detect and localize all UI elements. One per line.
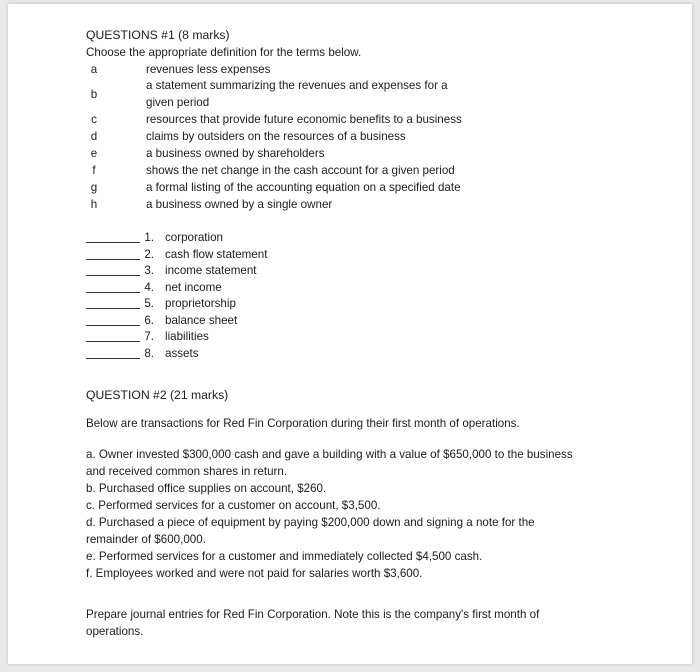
answer-blank[interactable]	[86, 259, 140, 260]
term-number: 6.	[144, 314, 154, 327]
term-text: corporation	[165, 231, 224, 244]
definition-text: shows the net change in the cash account for a given period	[146, 164, 455, 177]
term-number: 7.	[144, 330, 154, 343]
term-number: 2.	[144, 248, 154, 261]
definition-text: a business owned by shareholders	[146, 147, 325, 160]
term-text: cash flow statement	[165, 248, 268, 261]
term-text: net income	[165, 281, 222, 294]
term-number: 4.	[144, 281, 154, 294]
document-page	[8, 4, 692, 664]
question-1-instruction: Choose the appropriate definition for the terms below.	[86, 46, 362, 59]
definition-letter: c	[91, 113, 97, 126]
term-number: 3.	[144, 264, 154, 277]
term-text: income statement	[165, 264, 257, 277]
term-number: 8.	[144, 347, 154, 360]
transaction-d-continued: remainder of $600,000.	[86, 533, 206, 546]
answer-blank[interactable]	[86, 292, 140, 293]
definition-text: resources that provide future economic benefits to a business	[146, 113, 462, 126]
term-text: assets	[165, 347, 199, 360]
term-text: proprietorship	[165, 297, 236, 310]
definition-letter: f	[92, 164, 96, 177]
term-number: 1.	[144, 231, 154, 244]
answer-blank[interactable]	[86, 242, 140, 243]
definition-text: a statement summarizing the revenues and expenses for a	[146, 79, 448, 92]
prepare-instruction-continued: operations.	[86, 625, 144, 638]
question-2-title: QUESTION #2 (21 marks)	[86, 388, 229, 402]
transaction-e: e. Performed services for a customer and immediately collected $4,500 cash.	[86, 550, 483, 563]
definition-letter: e	[90, 147, 98, 160]
definition-letter: b	[90, 88, 98, 101]
transaction-d: d. Purchased a piece of equipment by paying $200,000 down and signing a note for the	[86, 516, 535, 529]
definition-text: a formal listing of the accounting equation on a specified date	[146, 181, 461, 194]
definition-text: a business owned by a single owner	[146, 198, 333, 211]
term-number: 5.	[144, 297, 154, 310]
definition-text-continued: given period	[146, 96, 210, 109]
definition-text: revenues less expenses	[146, 63, 271, 76]
definition-letter: d	[90, 130, 98, 143]
transaction-a: a. Owner invested $300,000 cash and gave a building with a value of $650,000 to the business	[86, 448, 573, 461]
transaction-f: f. Employees worked and were not paid for salaries worth $3,600.	[86, 567, 423, 580]
question-2-intro: Below are transactions for Red Fin Corporation during their first month of operations.	[86, 417, 520, 430]
question-1-title: QUESTIONS #1 (8 marks)	[86, 28, 230, 42]
answer-blank[interactable]	[86, 341, 140, 342]
transaction-c: c. Performed services for a customer on account, $3,500.	[86, 499, 381, 512]
transaction-b: b. Purchased office supplies on account, $260.	[86, 482, 327, 495]
term-text: balance sheet	[165, 314, 238, 327]
definition-text: claims by outsiders on the resources of a business	[146, 130, 406, 143]
answer-blank[interactable]	[86, 275, 140, 276]
definition-letter: g	[90, 181, 98, 194]
transaction-a-continued: and received common shares in return.	[86, 465, 288, 478]
answer-blank[interactable]	[86, 358, 140, 359]
prepare-instruction: Prepare journal entries for Red Fin Corporation. Note this is the company's first month of	[86, 608, 540, 621]
definition-letter: a	[90, 63, 98, 76]
term-text: liabilities	[165, 330, 209, 343]
definition-letter: h	[90, 198, 98, 211]
answer-blank[interactable]	[86, 308, 140, 309]
answer-blank[interactable]	[86, 325, 140, 326]
